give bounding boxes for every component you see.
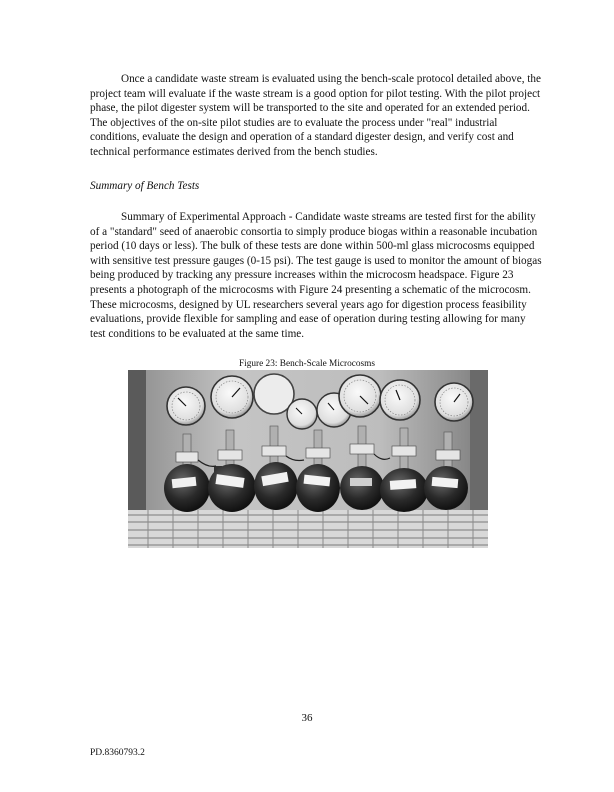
microcosms-photo xyxy=(128,370,488,548)
experimental-approach-paragraph: Summary of Experimental Approach - Candidate waste streams are tested first for the ability of a "standard" seed of anaerobic consortia to simply produce biogas within a reasonable incubation period (10 days or less). The bulk of these tests are done within 500-ml glass microcosms equipped with sensitive test pressure gauges (0-15 psi). The test gauge is used to monitor the amount of biogas being produced by tracking any pressure increases within the microcosm headspace. Figure 23 presents a photograph of the microcosms with Figure 24 presenting a schematic of the microcosm. These microcosms, designed by UL researchers several years ago for digestion process feasibility evaluations, provide flexible for sampling and ease of operation during testing allowing for many test conditions to be evaluated at the same time. xyxy=(90,211,542,340)
intro-paragraph: Once a candidate waste stream is evaluated using the bench-scale protocol detailed above, the project team will evaluate if the waste stream is a good option for pilot testing. With the pilot project phase, the pilot digester system will be transported to the site and operated for an extended period. The objectives of the on-site pilot studies are to evaluate the process under "real" industrial conditions, evaluate the design and operation of a standard digester design, and verify cost and technical performance estimates derived from the bench studies. xyxy=(90,73,541,158)
figure-caption: Figure 23: Bench-Scale Microcosms xyxy=(238,359,376,369)
document-id: PD.8360793.2 xyxy=(90,748,145,758)
section-heading: Summary of Bench Tests xyxy=(90,180,200,192)
page-number: 36 xyxy=(301,712,313,724)
